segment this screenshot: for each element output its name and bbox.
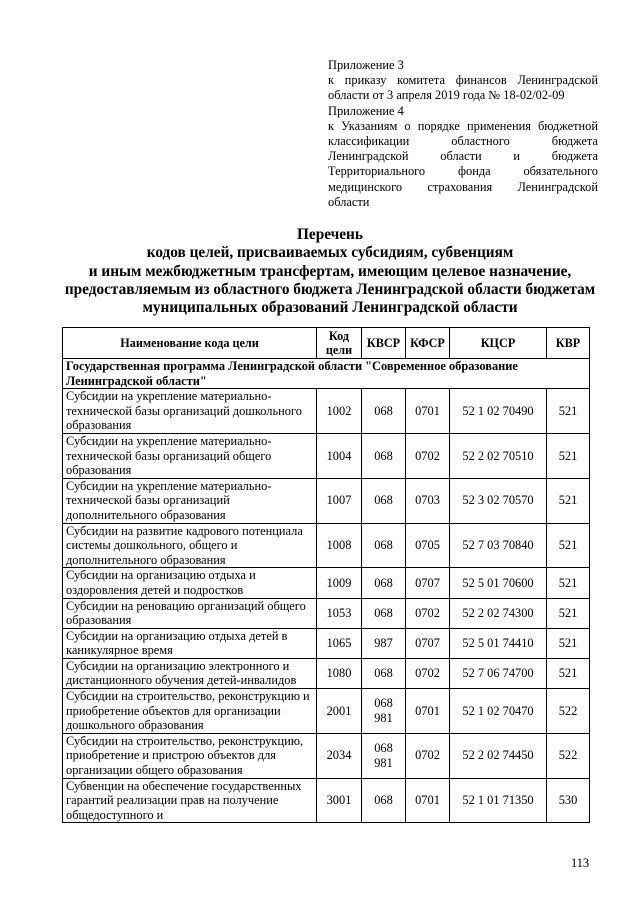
- cell-kvsr: 068: [362, 523, 406, 568]
- cell-kfsr: 0702: [406, 733, 450, 778]
- cell-kvr: 521: [547, 568, 590, 598]
- cell-kvsr: 068: [362, 778, 406, 823]
- cell-kvr: 530: [547, 778, 590, 823]
- cell-kvsr: 068: [362, 389, 406, 434]
- cell-kvsr-line: 068: [374, 696, 393, 711]
- cell-kvr: 521: [547, 433, 590, 478]
- table-row: [63, 433, 590, 478]
- column-header-name: Наименование кода цели: [63, 328, 317, 359]
- section-row: [63, 359, 590, 389]
- cell-kvr: 521: [547, 598, 590, 628]
- cell-name: Субсидии на строительство, реконструкцию, приобретение и пристрою объектов для организации общего образования: [63, 733, 317, 778]
- cell-kvr: 521: [547, 523, 590, 568]
- cell-kfsr: 0702: [406, 658, 450, 688]
- title-line: Перечень: [297, 226, 363, 243]
- document-header: [328, 58, 598, 210]
- cell-kfsr: 0702: [406, 433, 450, 478]
- cell-code: 1053: [317, 598, 362, 628]
- cell-kcsr: 52 2 02 74300: [450, 598, 547, 628]
- column-header-kcsr: КЦСР: [450, 328, 547, 359]
- cell-kvsr: [362, 689, 406, 734]
- cell-kcsr: 52 2 02 70510: [450, 433, 547, 478]
- cell-kvr: 521: [547, 658, 590, 688]
- cell-name: Субсидии на организацию отдыха детей в каникулярное время: [63, 628, 317, 658]
- cell-kcsr: 52 5 01 70600: [450, 568, 547, 598]
- title-line: и иным межбюджетным трансфертам, имеющим целевое назначение,: [88, 262, 572, 280]
- cell-kvr: 522: [547, 689, 590, 734]
- cell-kfsr: 0707: [406, 568, 450, 598]
- column-header-code: Код цели: [317, 328, 362, 359]
- cell-kcsr: 52 2 02 74450: [450, 733, 547, 778]
- header-line: медицинского страхования Ленинградской: [328, 179, 598, 194]
- header-line: Ленинградской области и бюджета: [328, 149, 598, 164]
- cell-kcsr: 52 1 02 70470: [450, 689, 547, 734]
- header-line: классификации областного бюджета: [328, 134, 598, 149]
- cell-code: 1009: [317, 568, 362, 598]
- column-header-kfsr: КФСР: [406, 328, 450, 359]
- table-row: [63, 523, 590, 568]
- cell-kvr: 521: [547, 478, 590, 523]
- cell-code: 1080: [317, 658, 362, 688]
- cell-name: Субсидии на организацию электронного и дистанционного обучения детей-инвалидов: [63, 658, 317, 688]
- column-header-kvsr: КВСР: [362, 328, 406, 359]
- table-body: [63, 359, 590, 823]
- cell-name: Субсидии на строительство, реконструкцию и приобретение объектов для организации дошкольного образования: [63, 689, 317, 734]
- section-title: Государственная программа Ленинградской области "Современное образование Ленинградской области": [63, 359, 590, 389]
- cell-kvsr: 068: [362, 598, 406, 628]
- cell-kcsr: 52 1 02 70490: [450, 389, 547, 434]
- cell-kfsr: 0703: [406, 478, 450, 523]
- table-row: [63, 478, 590, 523]
- cell-kvr: 521: [547, 389, 590, 434]
- cell-kvsr: 068: [362, 478, 406, 523]
- cell-kcsr: 52 7 03 70840: [450, 523, 547, 568]
- document-title: [50, 226, 610, 317]
- cell-kfsr: 0702: [406, 598, 450, 628]
- cell-kvsr: 068: [362, 658, 406, 688]
- header-line: области: [328, 194, 370, 209]
- header-line: области от 3 апреля 2019 года № 18-02/02-09: [328, 88, 565, 103]
- header-line: Приложение 4: [328, 103, 404, 118]
- header-line: к Указаниям о порядке применения бюджетной: [328, 118, 598, 133]
- cell-name: Субсидии на организацию отдыха и оздоровления детей и подростков: [63, 568, 317, 598]
- table-row: [63, 628, 590, 658]
- cell-kfsr: 0701: [406, 689, 450, 734]
- cell-kcsr: 52 5 01 74410: [450, 628, 547, 658]
- cell-code: 1008: [317, 523, 362, 568]
- cell-kvsr: 068: [362, 568, 406, 598]
- cell-name: Субвенции на обеспечение государственных гарантий реализации прав на получение общедоступного и: [63, 778, 317, 823]
- cell-kvsr: 987: [362, 628, 406, 658]
- page-number: 113: [571, 856, 590, 870]
- cell-kvsr-line: 981: [374, 755, 393, 770]
- title-line: предоставляемым из областного бюджета Ленинградской области бюджетам: [64, 280, 596, 298]
- cell-kcsr: 52 3 02 70570: [450, 478, 547, 523]
- cell-kvsr: [362, 733, 406, 778]
- cell-kfsr: 0701: [406, 778, 450, 823]
- table-row: [63, 689, 590, 734]
- codes-table: [62, 327, 590, 823]
- cell-code: 2001: [317, 689, 362, 734]
- table-row: [63, 658, 590, 688]
- cell-kfsr: 0701: [406, 389, 450, 434]
- cell-kvr: 521: [547, 628, 590, 658]
- cell-code: 1004: [317, 433, 362, 478]
- cell-kvr: 522: [547, 733, 590, 778]
- cell-kcsr: 52 1 01 71350: [450, 778, 547, 823]
- table-row: [63, 733, 590, 778]
- cell-code: 1065: [317, 628, 362, 658]
- cell-name: Субсидии на укрепление материально-технической базы организаций дополнительного образования: [63, 478, 317, 523]
- cell-name: Субсидии на реновацию организаций общего образования: [63, 598, 317, 628]
- cell-name: Субсидии на укрепление материально-технической базы организаций общего образования: [63, 433, 317, 478]
- header-line: Территориального фонда обязательного: [328, 164, 598, 179]
- cell-name: Субсидии на укрепление материально-технической базы организаций дошкольного образования: [63, 389, 317, 434]
- cell-code: 1007: [317, 478, 362, 523]
- cell-kfsr: 0707: [406, 628, 450, 658]
- table-row: [63, 389, 590, 434]
- cell-code: 1002: [317, 389, 362, 434]
- cell-kfsr: 0705: [406, 523, 450, 568]
- cell-kvsr-line: 981: [374, 710, 393, 725]
- table-header-row: [63, 328, 590, 359]
- title-line: муниципальных образований Ленинградской области: [142, 299, 518, 317]
- cell-code: 3001: [317, 778, 362, 823]
- cell-code: 2034: [317, 733, 362, 778]
- table-row: [63, 598, 590, 628]
- cell-kvsr: 068: [362, 433, 406, 478]
- cell-name: Субсидии на развитие кадрового потенциала системы дошкольного, общего и дополнительного образования: [63, 523, 317, 568]
- title-line: кодов целей, присваиваемых субсидиям, субвенциям: [146, 244, 514, 262]
- header-line: к приказу комитета финансов Ленинградской: [328, 73, 598, 88]
- header-line: Приложение 3: [328, 58, 404, 72]
- cell-kvsr-line: 068: [374, 741, 393, 756]
- column-header-kvr: КВР: [547, 328, 590, 359]
- cell-kcsr: 52 7 06 74700: [450, 658, 547, 688]
- table-row: [63, 778, 590, 823]
- table-row: [63, 568, 590, 598]
